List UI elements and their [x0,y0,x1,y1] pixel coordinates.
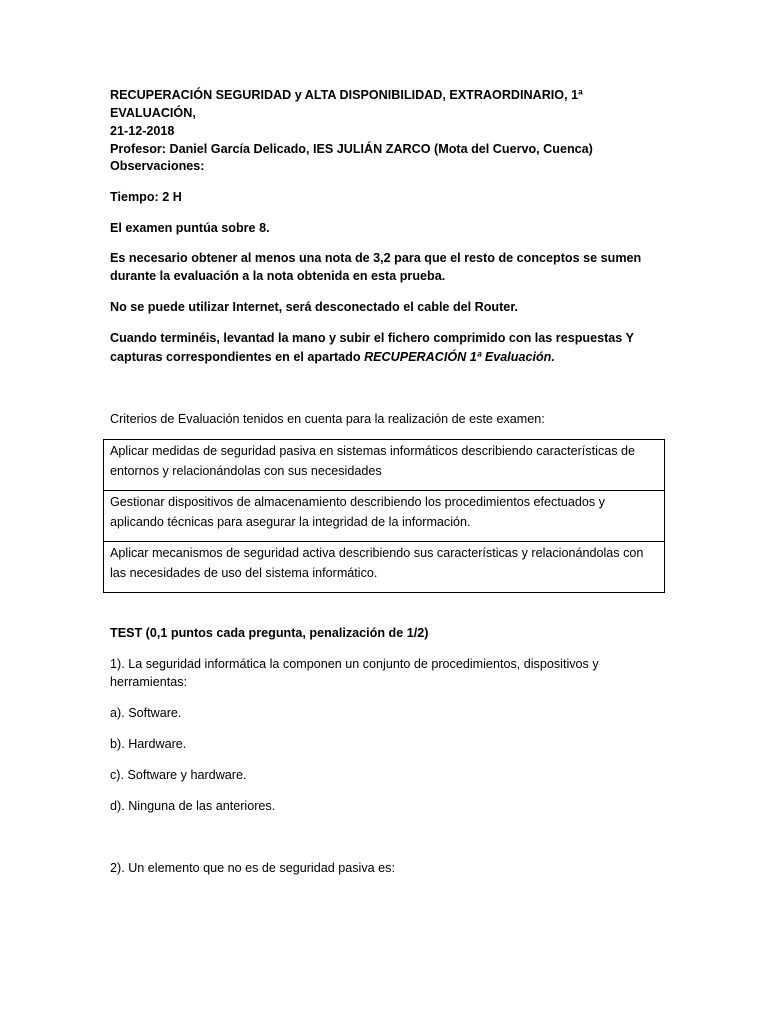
criteria-text-line: Aplicar medidas de seguridad pasiva en sistemas informáticos describiendo características de [110,444,635,458]
minimum-grade-line1: Es necesario obtener al menos una nota de 3,2 para que el resto de conceptos se sumen [110,251,642,265]
criteria-text-line: Aplicar mecanismos de seguridad activa describiendo sus características y relacionándolas con [110,546,644,560]
criteria-cell [104,542,665,593]
question-2-line1: 2). Un elemento que no es de seguridad pasiva es: [110,861,395,875]
submit-instruction-emphasis: RECUPERACIÓN 1ª Evaluación. [364,350,555,364]
criteria-text-line: las necesidades de uso del sistema informático. [110,566,378,580]
test-heading: TEST (0,1 puntos cada pregunta, penalización de 1/2) [110,626,429,640]
criteria-cell [104,491,665,542]
criteria-text-line: Gestionar dispositivos de almacenamiento describiendo los procedimientos efectuados y [110,495,605,509]
criteria-cell [104,440,665,491]
question-1-option-a: a). Software. [110,706,182,720]
score-instruction: El examen puntúa sobre 8. [110,221,270,235]
submit-instruction-line2 [110,348,555,367]
criteria-text-line: aplicando técnicas para asegurar la integridad de la información. [110,515,471,529]
criteria-row [104,542,665,593]
minimum-grade-line2: durante la evaluación a la nota obtenida en esta prueba. [110,269,446,283]
criteria-row [104,491,665,542]
criteria-heading: Criterios de Evaluación tenidos en cuenta para la realización de este examen: [110,412,545,426]
criteria-row [104,440,665,491]
question-1-option-c: c). Software y hardware. [110,768,247,782]
exam-title-line2: EVALUACIÓN, [110,106,196,120]
criteria-table [103,439,665,593]
submit-instruction-line1: Cuando terminéis, levantad la mano y subir el fichero comprimido con las respuestas Y [110,331,634,345]
criteria-text-line: entornos y relacionándolas con sus necesidades [110,464,382,478]
exam-title-line1: RECUPERACIÓN SEGURIDAD y ALTA DISPONIBILIDAD, EXTRAORDINARIO, 1ª [110,88,583,102]
exam-date: 21-12-2018 [110,124,175,138]
internet-instruction: No se puede utilizar Internet, será desconectado el cable del Router. [110,300,519,314]
question-1-option-d: d). Ninguna de las anteriores. [110,799,276,813]
observations-label: Observaciones: [110,159,205,173]
question-1-line2: herramientas: [110,675,187,689]
question-1-line1: 1). La seguridad informática la componen un conjunto de procedimientos, dispositivos y [110,657,599,671]
teacher-line: Profesor: Daniel García Delicado, IES JULIÁN ZARCO (Mota del Cuervo, Cuenca) [110,142,593,156]
submit-instruction-prefix: capturas correspondientes en el apartado [110,350,365,364]
question-1-option-b: b). Hardware. [110,737,187,751]
time-instruction: Tiempo: 2 H [110,190,182,204]
